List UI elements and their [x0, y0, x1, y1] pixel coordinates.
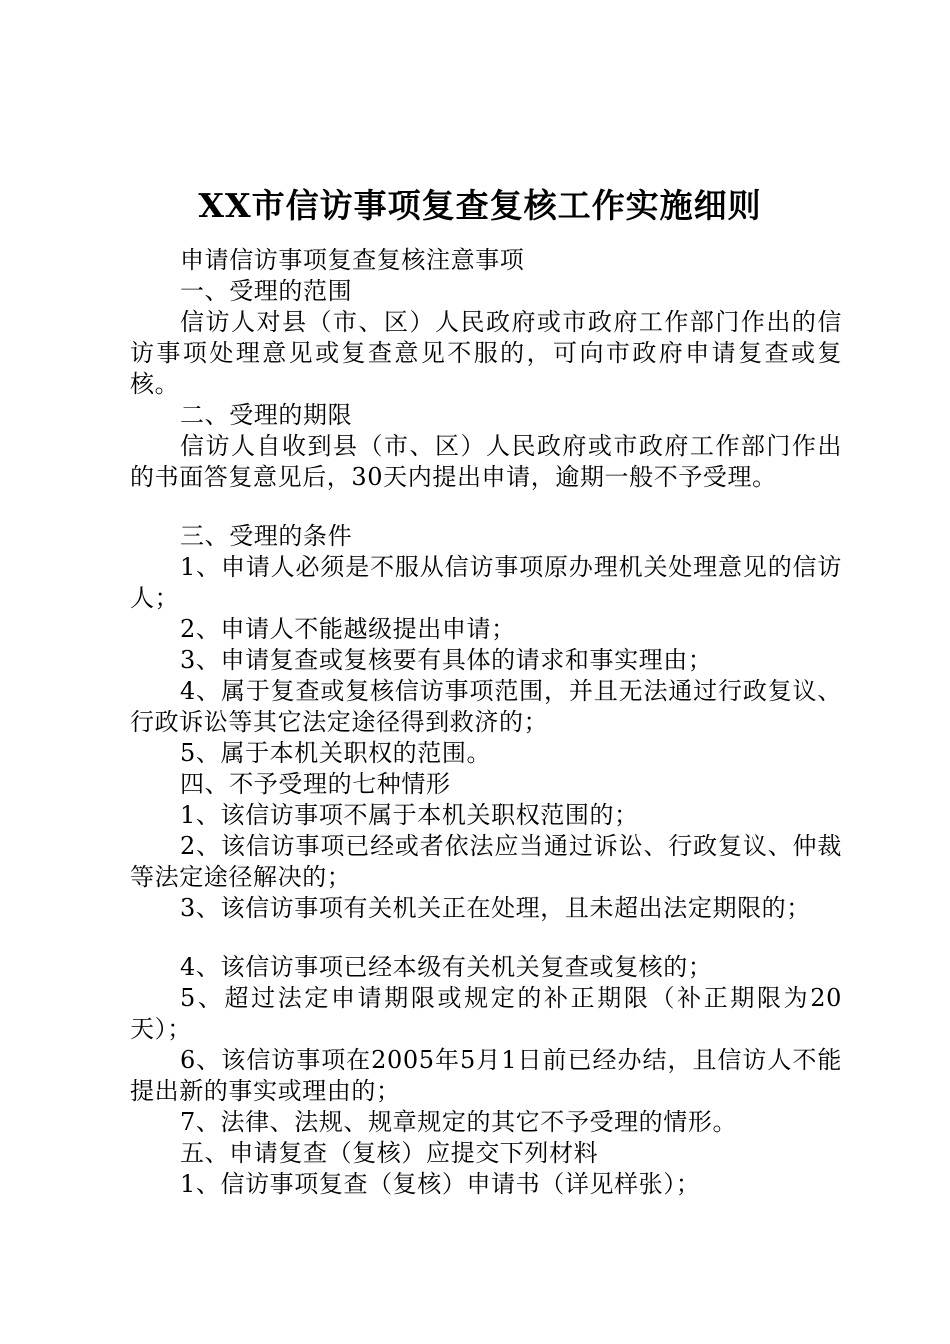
- section-heading: 申请信访事项复查复核注意事项: [180, 246, 525, 274]
- section-heading: 二、受理的期限: [180, 401, 353, 429]
- list-item: 1、该信访事项不属于本机关职权范围的；: [180, 801, 639, 829]
- list-item: 2、申请人不能越级提出申请；: [180, 615, 516, 643]
- section-heading: 三、受理的条件: [180, 522, 353, 550]
- list-item: 2、该信访事项已经或者依法应当通过诉讼、行政复议、仲裁等法定途径解决的；: [130, 832, 842, 891]
- list-item: 1、申请人必须是不服从信访事项原办理机关处理意见的信访人；: [130, 553, 842, 612]
- list-item: 7、法律、法规、规章规定的其它不予受理的情形。: [180, 1108, 738, 1136]
- list-item: 5、属于本机关职权的范围。: [180, 739, 492, 767]
- blank-line: [130, 924, 842, 952]
- section-heading: 四、不予受理的七种情形: [180, 770, 451, 798]
- section-heading: 五、申请复查（复核）应提交下列材料: [180, 1139, 599, 1167]
- blank-line: [130, 493, 842, 521]
- body-paragraph: 信访人对县（市、区）人民政府或市政府工作部门作出的信访事项处理意见或复查意见不服的，可向市政府申请复查或复核。: [130, 308, 842, 398]
- list-item: 1、信访事项复查（复核）申请书（详见样张）；: [180, 1170, 701, 1198]
- list-item: 4、该信访事项已经本级有关机关复查或复核的；: [180, 953, 713, 981]
- list-item: 5、超过法定申请期限或规定的补正期限（补正期限为20天）；: [130, 984, 842, 1043]
- list-item: 4、属于复查或复核信访事项范围，并且无法通过行政复议、行政诉讼等其它法定途径得到救济的；: [130, 677, 842, 736]
- list-item: 3、该信访事项有关机关正在处理，且未超出法定期限的；: [180, 894, 811, 922]
- list-item: 3、申请复查或复核要有具体的请求和事实理由；: [180, 646, 713, 674]
- body-paragraph: 信访人自收到县（市、区）人民政府或市政府工作部门作出的书面答复意见后，30天内提出申请，逾期一般不予受理。: [130, 432, 842, 491]
- document-page: [130, 185, 842, 1200]
- section-heading: 一、受理的范围: [180, 277, 353, 305]
- list-item: 6、该信访事项在2005年5月1日前已经办结，且信访人不能提出新的事实或理由的；: [130, 1046, 842, 1105]
- document-title: XX市信访事项复查复核工作实施细则: [198, 186, 762, 225]
